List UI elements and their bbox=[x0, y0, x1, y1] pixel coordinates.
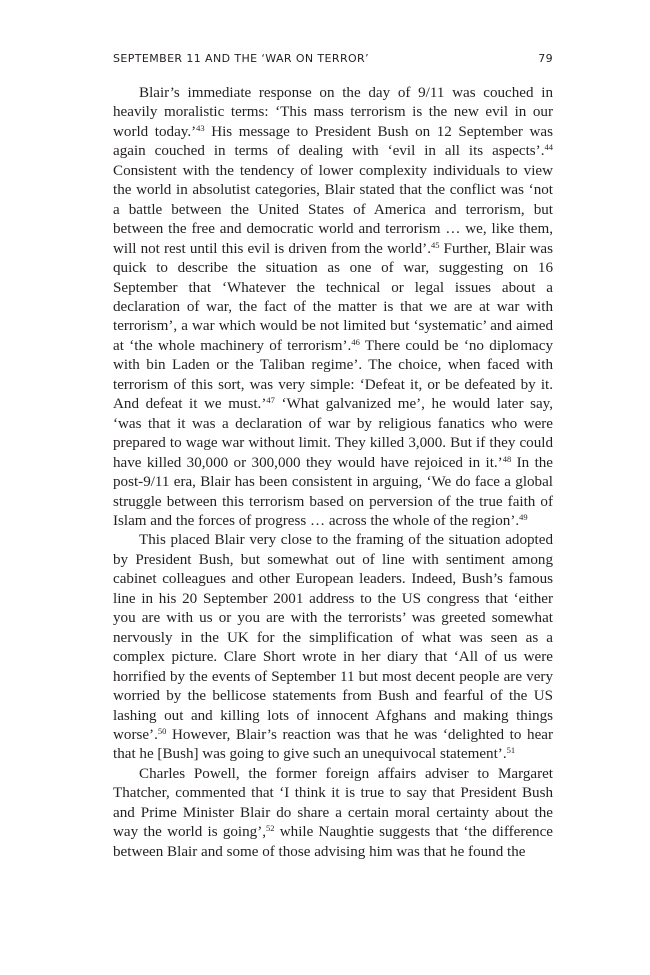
paragraph-1 bbox=[113, 84, 553, 531]
footnote-ref-49: 49 bbox=[519, 511, 528, 522]
footnote-ref-45: 45 bbox=[430, 239, 440, 250]
chapter-title: SEPTEMBER 11 AND THE ‘WAR ON TERROR’ bbox=[113, 52, 369, 65]
paragraph-text: However, Blair’s reaction was that he was ‘delighted to hear that he [Bush] was going to give such an unequivocal statement’. bbox=[113, 726, 553, 763]
footnote-ref-50: 50 bbox=[157, 725, 167, 736]
paragraph-text: This placed Blair very close to the framing of the situation adopted by President Bush, but somewhat out of line with sentiment among cabinet colleagues and other European leaders. Indeed, Bush’s famous line in his 20 September 2001 address to the US congress that ‘either you are with us or you are with the terrorists’ was greeted somewhat nervously in the UK for the simplification of what was seen as a complex picture. Clare Short wrote in her diary that ‘All of us were horrified by the events of September 11 but most decent people are very worried by the bellicose statements from Bush and fearful of the US lashing out and killing lots of innocent Afghans and making things worse’. bbox=[113, 532, 553, 743]
footnote-ref-47: 47 bbox=[266, 395, 275, 406]
page-number: 79 bbox=[538, 52, 553, 65]
running-header bbox=[113, 52, 553, 68]
footnote-ref-48: 48 bbox=[502, 453, 512, 464]
footnote-ref-44: 44 bbox=[544, 142, 553, 153]
footnote-ref-46: 46 bbox=[351, 336, 360, 347]
body-text bbox=[113, 84, 553, 862]
book-page bbox=[113, 52, 553, 862]
paragraph-text: His message to President Bush on 12 September was again couched in terms of dealing with ‘evil in all its aspects’. bbox=[113, 123, 554, 160]
paragraph-3 bbox=[113, 765, 553, 862]
paragraph-text: In the post-9/11 era, Blair has been consistent in arguing, ‘We do face a global struggle between this terrorism based on perversion of the true faith of Islam and the forces of progress … across the whole of the region’. bbox=[113, 454, 554, 529]
paragraph-text: while Naughtie suggests that ‘the difference between Blair and some of those advising him was that he found the bbox=[113, 824, 553, 860]
footnote-ref-51: 51 bbox=[506, 745, 516, 756]
paragraph-text: There could be ‘no diplomacy with bin Laden or the Taliban regime’. The choice, when faced with terrorism of this sort, was very simple: ‘Defeat it, or be defeated by it. And defeat it we must.’ bbox=[113, 337, 554, 413]
paragraph-text: Further, Blair was quick to describe the situation as one of war, suggesting on 16 September that ‘Whatever the technical or legal issues about a declaration of war, the fact of the matter is that we are at war with terrorism’, a war which would be not limited but ‘systematic’ and aimed at ‘the whole machinery of terrorism’. bbox=[113, 240, 553, 354]
footnote-ref-52: 52 bbox=[266, 823, 275, 834]
paragraph-text: Charles Powell, the former foreign affairs adviser to Margaret Thatcher, commented that ‘I think it is true to say that President Bush and Prime Minister Blair do share a certain moral certainty about the way the world is going’, bbox=[113, 765, 553, 841]
paragraph-text: Consistent with the tendency of lower complexity individuals to view the world in absolutist categories, Blair stated that the conflict was ‘not a battle between the United States of America and terrorism, but between the free and democratic world and terrorism … we, like them, will not rest until this evil is driven from the world’. bbox=[113, 162, 553, 257]
paragraph-text: ‘What galvanized me’, he would later say, ‘was that it was a declaration of war by religious fanatics who were prepared to wage war without limit. They killed 3,000. But if they could have killed 30,000 or 300,000 they would have rejoiced in it.’ bbox=[113, 396, 554, 471]
footnote-ref-43: 43 bbox=[196, 122, 205, 133]
paragraph-text: Blair’s immediate response on the day of 9/11 was couched in heavily moralistic terms: ‘This mass terrorism is the new evil in our world today.’ bbox=[113, 85, 553, 140]
paragraph-2 bbox=[113, 531, 553, 764]
